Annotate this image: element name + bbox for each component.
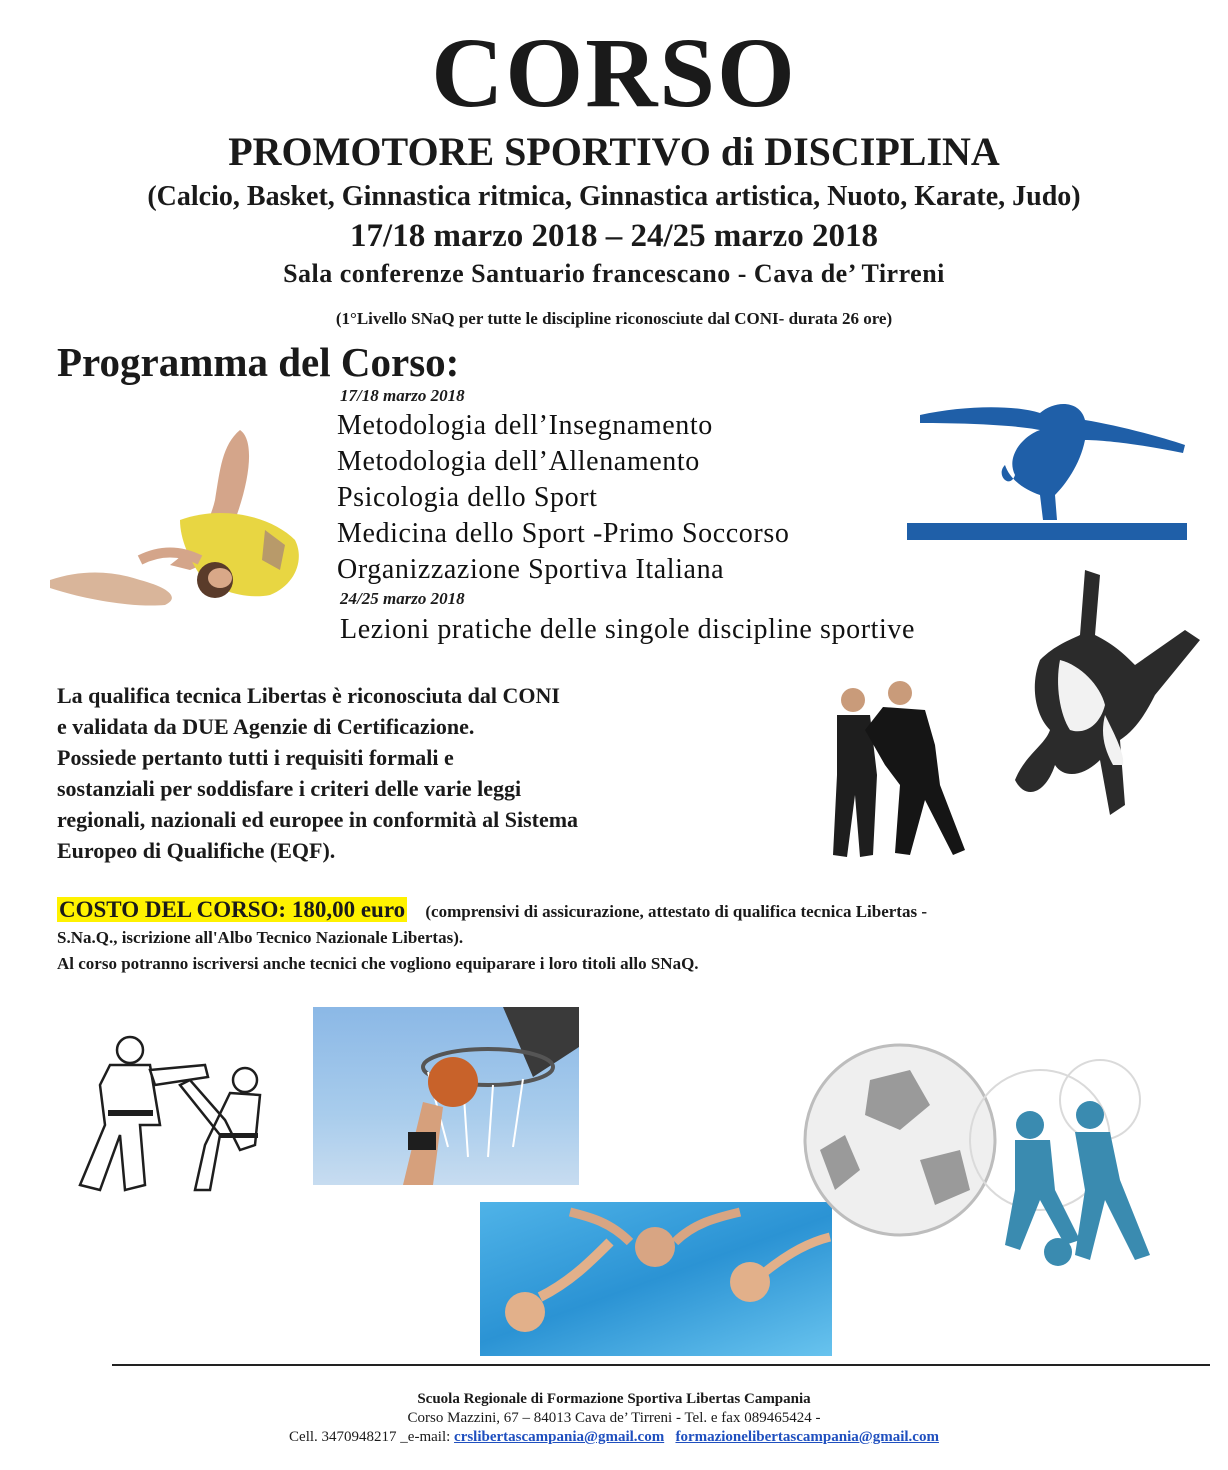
- judo-image: [1005, 565, 1205, 830]
- course-dates: 17/18 marzo 2018 – 24/25 marzo 2018: [350, 218, 878, 254]
- qualifica-line: Europeo di Qualifiche (EQF).: [57, 838, 336, 863]
- cost-details: (comprensivi di assicurazione, attestato di qualifica tecnica Libertas -: [425, 902, 927, 921]
- footer: [0, 1390, 1228, 1447]
- topic-item: Metodologia dell’Allenamento: [337, 446, 700, 477]
- cost-note: Al corso potranno iscriversi anche tecnici che vogliono equiparare i loro titoli allo SNaQ.: [57, 954, 699, 973]
- cost-label: COSTO DEL CORSO: 180,00 euro: [59, 897, 406, 922]
- page-title: CORSO: [431, 17, 797, 128]
- qualifica-paragraph: [57, 680, 757, 866]
- qualifica-line: sostanziali per soddisfare i criteri delle varie leggi: [57, 776, 522, 801]
- basketball-image: [313, 1007, 579, 1185]
- footer-contacts: [0, 1428, 1228, 1447]
- session2-date: 24/25 marzo 2018: [340, 589, 465, 608]
- soccer-image: [800, 1040, 1180, 1280]
- disciplines-list: (Calcio, Basket, Ginnastica ritmica, Ginnastica artistica, Nuoto, Karate, Judo): [147, 181, 1081, 212]
- cost-details-continued: S.Na.Q., iscrizione all'Albo Tecnico Nazionale Libertas).: [57, 928, 464, 947]
- footer-address: Corso Mazzini, 67 – 84013 Cava de’ Tirreni - Tel. e fax 089465424 -: [407, 1410, 821, 1426]
- topic-item: Lezioni pratiche delle singole discipline sportive: [340, 614, 916, 645]
- level-note: (1°Livello SNaQ per tutte le discipline riconosciute dal CONI- durata 26 ore): [335, 309, 893, 328]
- topic-item: Organizzazione Sportiva Italiana: [337, 554, 725, 585]
- artistic-gymnast-image: [905, 395, 1190, 545]
- karate-image: [30, 1025, 280, 1205]
- topic-item: Psicologia dello Sport: [337, 482, 598, 513]
- topic-item: Medicina dello Sport -Primo Soccorso: [337, 518, 790, 549]
- self-defense-image: [815, 675, 975, 870]
- swimming-image: [480, 1202, 832, 1356]
- footer-org: Scuola Regionale di Formazione Sportiva Libertas Campania: [417, 1391, 811, 1407]
- qualifica-line: e validata da DUE Agenzie di Certificazione.: [57, 714, 475, 739]
- rhythmic-gymnast-image: [40, 420, 310, 615]
- footer-divider: [112, 1364, 1210, 1366]
- email-link-2[interactable]: formazionelibertascampania@gmail.com: [675, 1429, 939, 1445]
- cost-section: [57, 897, 1197, 977]
- qualifica-line: Possiede pertanto tutti i requisiti formali e: [57, 745, 454, 770]
- topic-item: Metodologia dell’Insegnamento: [337, 410, 713, 441]
- email-link-1[interactable]: crslibertascampania@gmail.com: [454, 1429, 665, 1445]
- qualifica-line: regionali, nazionali ed europee in conformità al Sistema: [57, 807, 579, 832]
- course-venue: Sala conferenze Santuario francescano - Cava de’ Tirreni: [283, 259, 945, 288]
- qualifica-line: La qualifica tecnica Libertas è riconosciuta dal CONI: [57, 683, 560, 708]
- session1-date: 17/18 marzo 2018: [340, 386, 465, 405]
- footer-cell: Cell. 3470948217 _e-mail:: [289, 1429, 455, 1445]
- course-subtitle: PROMOTORE SPORTIVO di DISCIPLINA: [228, 129, 1000, 174]
- program-heading: Programma del Corso:: [57, 339, 460, 385]
